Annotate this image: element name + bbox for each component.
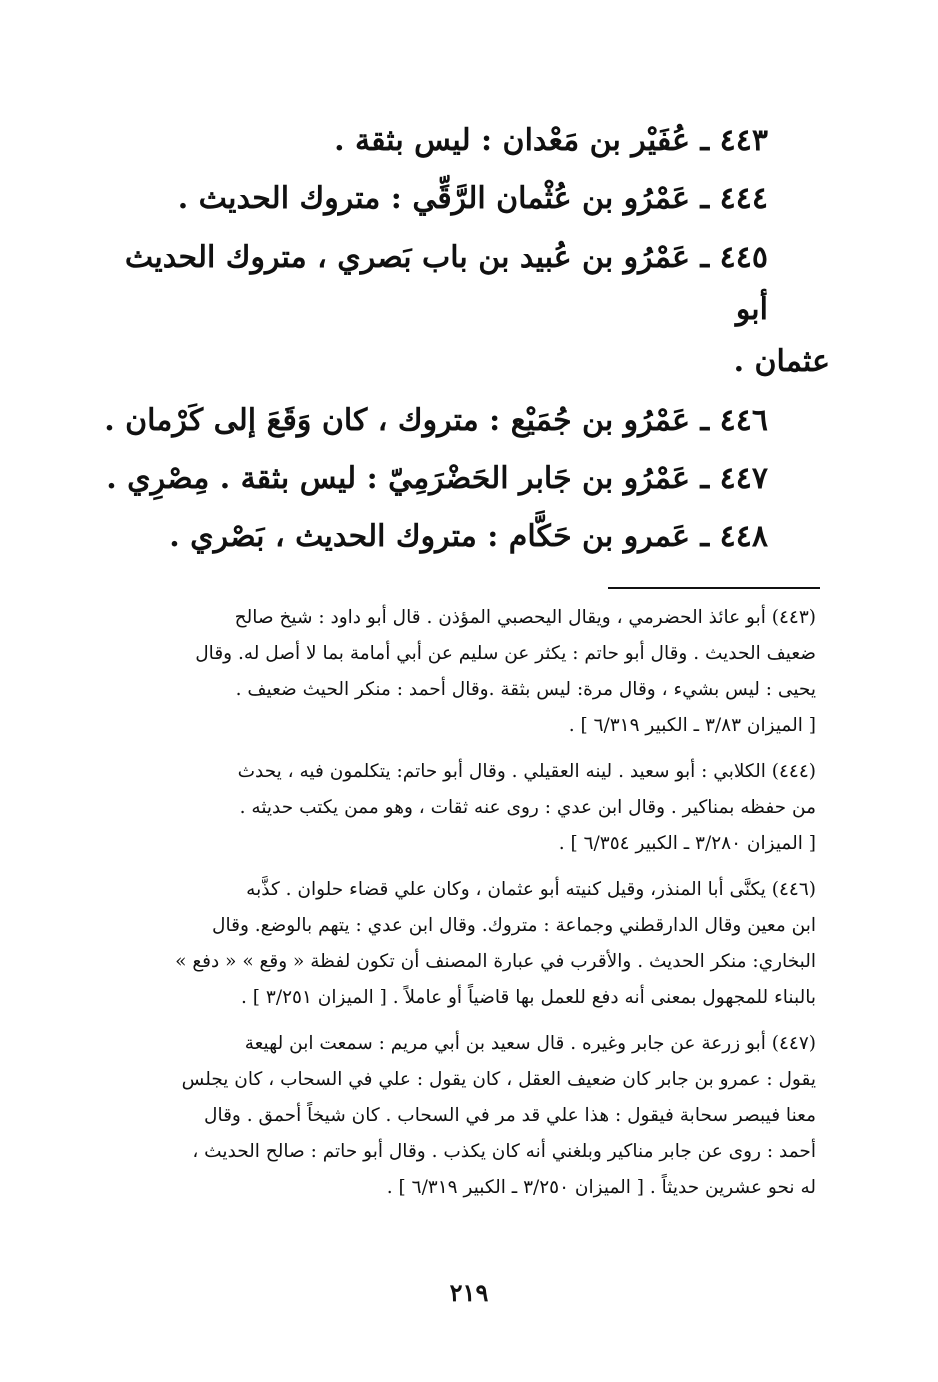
footnote-line: (٤٤٤) الكلابي : أبو سعيد . لينه العقيلي . وقال أبو حاتم: يتكلمون فيه ، يحدث	[237, 761, 816, 782]
footnotes	[120, 600, 816, 1216]
entry-443: ٤٤٣ ـ عُفَيْر بن مَعْدان : ليس بثقة .	[334, 123, 768, 158]
footnote-444	[120, 754, 816, 862]
footnote-446	[120, 872, 816, 1016]
footnote-line: البخاري: منكر الحديث . والأقرب في عبارة المصنف أن تكون لفظة « وقع » « دفع »	[175, 951, 816, 972]
entry-447: ٤٤٧ ـ عَمْرُو بن جَابر الحَضْرَمِيّ : ليس بثقة . مِصْرِي .	[106, 461, 768, 496]
footnote-line: يقول : عمرو بن جابر كان ضعيف العقل ، كان يقول : علي في السحاب ، كان يجلس	[181, 1069, 816, 1090]
footnote-line: (٤٤٦) يكنَّى أبا المنذر، وقيل كنيته أبو عثمان ، وكان علي قضاء حلوان . كذَّبه	[246, 879, 816, 900]
footnote-line: ضعيف الحديث . وقال أبو حاتم : يكثر عن سليم عن أبي أمامة بما لا أصل له. وقال	[195, 643, 816, 664]
page-number: ٢١٩	[449, 1278, 489, 1307]
footnote-reference: [ الميزان ٣/٨٣ ـ الكبير ٦/٣١٩ ] .	[568, 715, 816, 736]
footnote-line: له نحو عشرين حديثاً . [ الميزان ٣/٢٥٠ ـ الكبير ٦/٣١٩ ] .	[386, 1177, 816, 1198]
footnote-line: (٤٤٣) أبو عائذ الحضرمي ، ويقال اليحصبي المؤذن . قال أبو داود : شيخ صالح	[234, 607, 816, 628]
footnote-reference: [ الميزان ٣/٢٨٠ ـ الكبير ٦/٣٥٤ ] .	[558, 833, 816, 854]
main-entries	[104, 112, 830, 566]
entry-444: ٤٤٤ ـ عَمْرُو بن عُثْمان الرَّقِّي : متروك الحديث .	[177, 181, 768, 216]
footnote-line: يحيى : ليس بشيء ، وقال مرة: ليس بثقة .وقال أحمد : منكر الحيث ضعيف .	[235, 679, 816, 700]
footnote-443	[120, 600, 816, 744]
footnote-line: (٤٤٧) أبو زرعة عن جابر وغيره . قال سعيد بن أبي مريم : سمعت ابن لهيعة	[244, 1033, 816, 1054]
footnote-line: بالبناء للمجهول بمعنى أنه دفع للعمل بها قاضياً أو عاملاً . [ الميزان ٣/٢٥١ ] .	[241, 987, 816, 1008]
entry-446: ٤٤٦ ـ عَمْرُو بن جُمَيْع : متروك ، كان وَقَعَ إلى كَرْمان .	[104, 403, 768, 438]
entry-448: ٤٤٨ ـ عَمرو بن حَكَّام : متروك الحديث ، بَصْري .	[169, 519, 768, 554]
footnote-line: معنا فيبصر سحابة فيقول : هذا علي قد مر في السحاب . كان شيخاً أحمق . وقال	[204, 1105, 816, 1126]
entry-445-line-2: عثمان .	[733, 344, 830, 379]
entry-445-line-1: ٤٤٥ ـ عَمْرُو بن عُبيد بن باب بَصري ، متروك الحديث أبو	[124, 240, 768, 327]
footnote-447	[120, 1026, 816, 1206]
footnote-separator	[608, 587, 820, 589]
footnote-line: أحمد : روى عن جابر مناكير وبلغني أنه كان يكذب . وقال أبو حاتم : صالح الحديث ،	[192, 1141, 816, 1162]
footnote-line: من حفظه بمناكير . وقال ابن عدي : روى عنه ثقات ، وهو ممن يكتب حديثه .	[239, 797, 816, 818]
entry-445	[108, 228, 830, 392]
footnote-line: ابن معين وقال الدارقطني وجماعة : متروك. وقال ابن عدي : يتهم بالوضع. وقال	[212, 915, 816, 936]
